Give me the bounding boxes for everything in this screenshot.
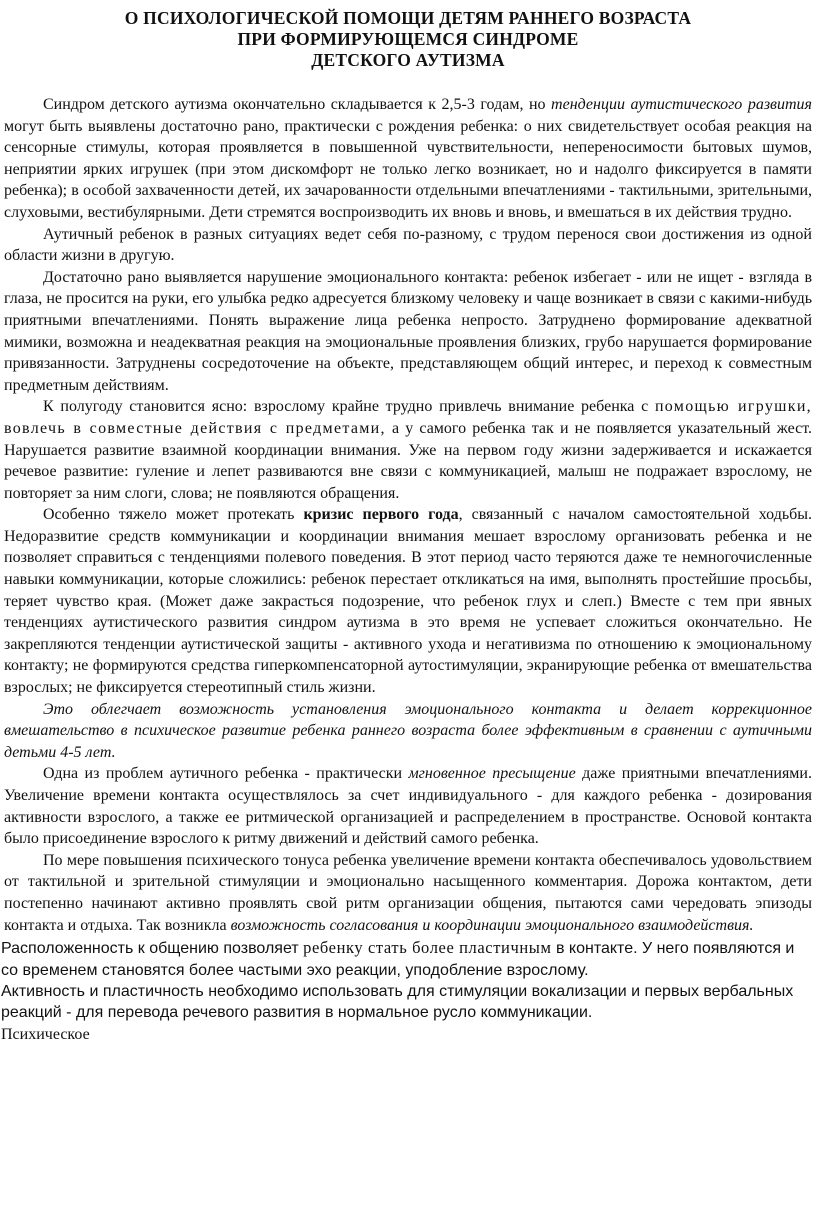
title-line-3: ДЕТСКОГО АУТИЗМА [311,50,505,70]
paragraph-1-italic: тенденции аутистического развития [551,96,812,113]
paragraph-1-text-a: Синдром детского аутизма окончательно складывается к 2,5-3 годам, но [43,96,552,113]
paragraph-6 [4,699,812,764]
title-line-1: О ПСИХОЛОГИЧЕСКОЙ ПОМОЩИ ДЕТЯМ РАННЕГО ВОЗРАСТА [124,8,692,28]
paragraph-4-spaced: помощью игрушки, вовлечь в совместные действия с предметами, [4,398,812,437]
paragraph-7-text-c: даже приятными впечатлениями. Увеличение времени контакта осуществлялось за счет индивидуального - для каждого ребенка - дозирования активности взрослого, а также ее ритмической организацией и распределением в пространстве. Основой контакта было присоединение взрослого к ритму движений и действий самого ребенка. [4,765,812,848]
paragraph-8-italic: возможность согласования и координации эмоционального взаимодействия. [230,916,754,934]
paragraph-1-text-c: могут быть выявлены достаточно рано, практически с рождения ребенка: о них свидетельствует особая реакция на сенсорные стимулы, которая проявляется в повышенной чувствительности, непереносимости бытовых шумов, неприятии ярких игрушек (при этом дискомфорт не только легко возникает, но и надолго фиксируется в памяти ребенка); в особой захваченности детей, их зачарованности отдельными впечатлениями - тактильными, зрительными, слуховыми, вестибулярными. Дети стремятся воспроизводить их вновь и вновь, и вмешаться в их действия трудно. [4,117,812,221]
document-title [4,8,812,71]
document-body [4,94,812,936]
paragraph-4-text-c: а у самого ребенка так и не появляется указательный жест. Нарушается развитие взаимной координации внимания. Уже на первом году жизни задерживается и искажается речевое развитие: гуление и лепет развиваются вне связи с коммуникацией, малыш не подражает взрослому, не повторяет за ним слоги, слова; не появляются обращения. [4,419,812,502]
paragraph-8 [4,850,812,936]
paragraph-5 [4,504,812,698]
document-ending [1,937,812,1045]
paragraph-6-italic: Это облегчает возможность установления эмоционального контакта и делает коррекционное вмешательство в психическое развитие ребенка раннего возраста более эффективным в сравнении с аутичными детьми 4-5 лет. [4,700,812,761]
paragraph-5-text-c: , связанный с началом самостоятельной ходьбы. Недоразвитие средств коммуникации и координации внимания мешает взрослому организовать ребенка и не позволяет справиться с тенденциями полевого поведения. В этот период часто теряются даже те немногочисленные навыки коммуникации, которые сложились: ребенок перестает откликаться на имя, выполнять простейшие просьбы, теряет чувство края. (Может даже закрасться подозрение, что ребенок глух и слеп.) Вместе с тем при явных тенденциях аутистического развития синдром аутизма в это время не успевает сложиться окончательно. Не закрепляются тенденции аутистической защиты - активного ухода и негативизма по отношению к эмоциональному контакту; не формируются средства гиперкомпенсаторной аутостимуляции, экранирующие ребенка от вмешательства взрослых; не фиксируется стереотипный стиль жизни. [4,506,813,697]
paragraph-4 [4,396,812,504]
paragraph-5-text-a: Особенно тяжело может протекать [43,506,304,524]
ending-paragraph-1 [1,937,812,981]
ending-paragraph-1-text-a: Расположенность к общению позволяет [1,940,304,958]
ending-paragraph-1-text-c: в контакте. У него появляются и со временем становятся более частыми эхо реакции, уподобление взрослому. [1,940,795,979]
paragraph-3: Достаточно рано выявляется нарушение эмоционального контакта: ребенок избегает - или не ищет - взгляда в глаза, не просится на руки, его улыбка редко адресуется близкому человеку и чаще возникает в связи с какими-нибудь приятными впечатлениями. Понять выражение лица ребенка непросто. Затруднено формирование адекватной мимики, возможна и неадекватная реакция на эмоциональные проявления близких, грубо нарушается формирование привязанности. Затруднены сосредоточение на объекте, представляющем общий интерес, и переход к совместным предметным действиям. [4,268,812,394]
ending-paragraph-2: Активность и пластичность необходимо использовать для стимуляции вокализации и первых вербальных реакций - для перевода речевого развития в нормальное русло коммуникации. [1,982,794,1022]
paragraph-2: Аутичный ребенок в разных ситуациях ведет себя по-разному, с трудом перенося свои достижения из одной области жизни в другую. [4,225,812,265]
paragraph-7-text-a: Одна из проблем аутичного ребенка - практически [43,765,409,783]
paragraph-1 [4,94,812,224]
ending-paragraph-3: Психическое [1,1025,90,1043]
ending-paragraph-1-serif: ребенку стать более пластичным [303,938,552,958]
paragraph-7-italic: мгновенное пресыщение [408,765,576,783]
title-line-2: ПРИ ФОРМИРУЮЩЕМСЯ СИНДРОМЕ [237,29,579,49]
paragraph-4-text-a: К полугоду становится ясно: взрослому крайне трудно привлечь внимание ребенка с [43,398,655,416]
paragraph-5-bold: кризис первого года [303,506,459,524]
paragraph-8-text-a: По мере повышения психического тонуса ребенка увеличение времени контакта обеспечивалось удовольствием от тактильной и зрительной стимуляции и эмоционально насыщенного комментария. Дорожа контактом, дети постепенно начинают активно проявлять свой ритм организации общения, пытаются сами чередовать эпизоды контакта и отдыха. Так возникла [4,851,812,934]
paragraph-7 [4,763,812,849]
